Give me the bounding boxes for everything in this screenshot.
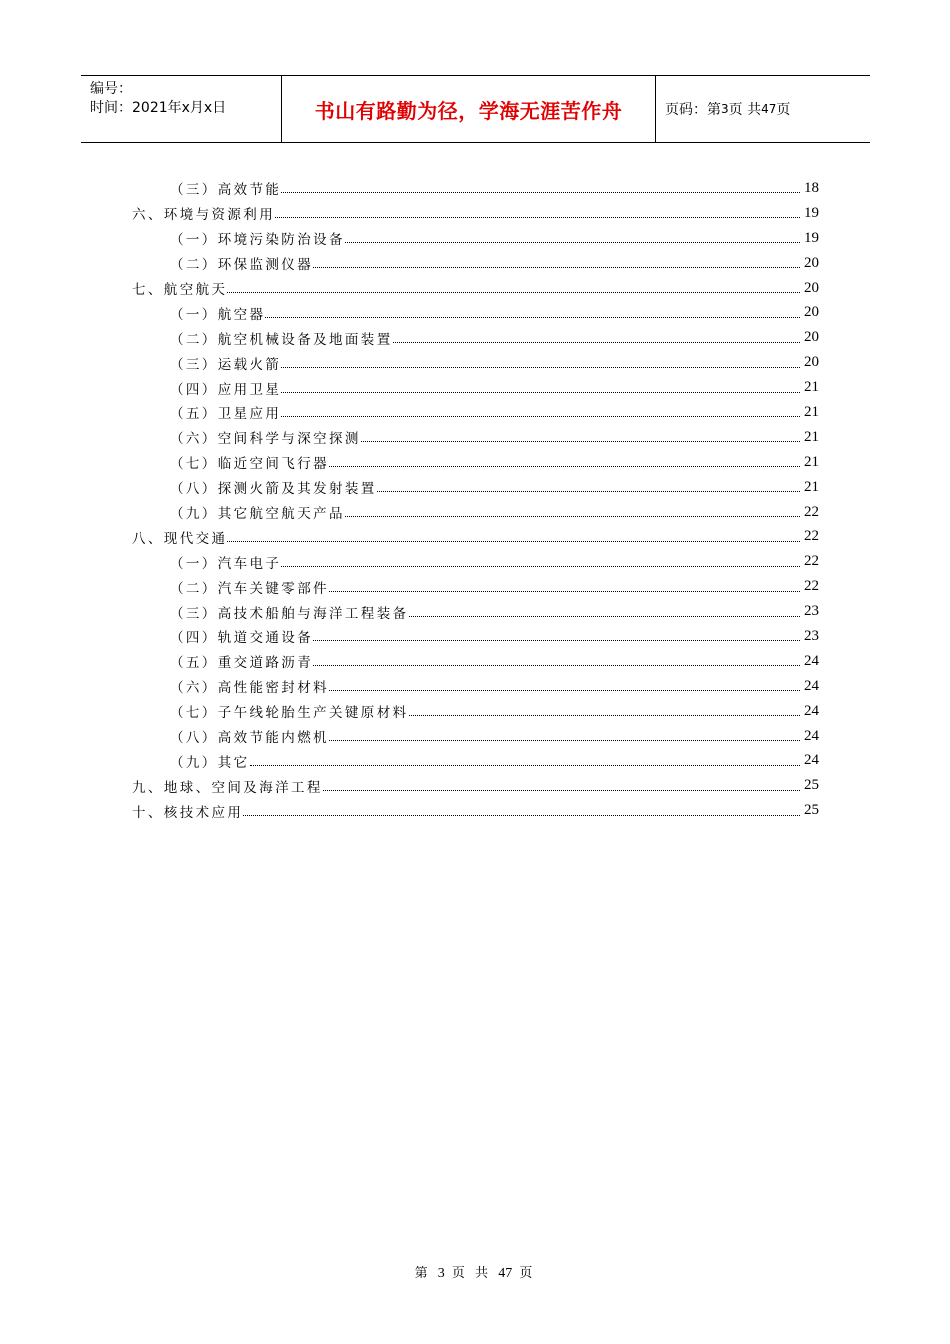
toc-entry-page: 22 <box>804 503 819 520</box>
toc-entry-title: （三）高效节能 <box>170 182 282 199</box>
toc-dot-leader <box>329 578 800 592</box>
header-page-cell <box>656 76 870 142</box>
toc-entry-title: 八、现代交通 <box>132 530 228 547</box>
toc-entry-page: 21 <box>804 478 819 495</box>
toc-entry-page: 24 <box>804 752 819 769</box>
footer-mid: 页 共 <box>451 1266 492 1281</box>
toc-entry[interactable] <box>132 624 819 649</box>
time-value: 2021年x月x日 <box>132 100 227 116</box>
toc-entry-title: （九）其它航空航天产品 <box>170 506 345 523</box>
toc-entry-title: （五）重交道路沥青 <box>170 655 314 672</box>
toc-entry-page: 20 <box>804 279 819 296</box>
toc-dot-leader <box>281 379 800 393</box>
toc-entry-page: 21 <box>804 379 819 396</box>
toc-entry-page: 24 <box>804 652 819 669</box>
toc-entry-page: 21 <box>804 428 819 445</box>
toc-dot-leader <box>329 727 800 741</box>
toc-entry[interactable] <box>132 599 819 624</box>
toc-entry-page: 21 <box>804 453 819 470</box>
toc-entry-title: 六、环境与资源利用 <box>132 207 276 224</box>
toc-entry-title: （二）环保监测仪器 <box>170 257 314 274</box>
doc-number-label: 编号： <box>90 81 132 97</box>
toc-entry-page: 22 <box>804 528 819 545</box>
toc-entry[interactable] <box>132 649 819 674</box>
toc-entry[interactable] <box>132 276 819 301</box>
toc-entry[interactable] <box>132 748 819 773</box>
toc-dot-leader <box>329 453 800 467</box>
page-footer <box>0 1262 950 1282</box>
header-motto: 书山有路勤为径，学海无涯苦作舟 <box>314 98 623 123</box>
toc-entry[interactable] <box>132 176 819 201</box>
toc-entry-page: 22 <box>804 578 819 595</box>
footer-total-pages: 47 <box>498 1266 513 1281</box>
toc-entry-page: 25 <box>804 777 819 794</box>
toc-dot-leader <box>281 553 800 567</box>
toc-entry[interactable] <box>132 674 819 699</box>
toc-entry-page: 18 <box>804 179 819 196</box>
toc-entry-title: （五）卫星应用 <box>170 406 282 423</box>
toc-entry-title: （二）航空机械设备及地面装置 <box>170 331 393 348</box>
toc-dot-leader <box>329 677 800 691</box>
footer-current-page: 3 <box>437 1266 445 1281</box>
toc-entry[interactable] <box>132 724 819 749</box>
toc-entry-title: （七）临近空间飞行器 <box>170 456 329 473</box>
toc-dot-leader <box>377 478 800 492</box>
toc-dot-leader <box>313 254 800 268</box>
toc-dot-leader <box>265 304 800 318</box>
toc-entry[interactable] <box>132 450 819 475</box>
toc-entry-title: 十、核技术应用 <box>132 804 244 821</box>
toc-entry-page: 21 <box>804 403 819 420</box>
toc-entry-page: 23 <box>804 603 819 620</box>
toc-dot-leader <box>345 503 800 517</box>
toc-entry-title: （八）高效节能内燃机 <box>170 730 329 747</box>
toc-entry[interactable] <box>132 300 819 325</box>
toc-dot-leader <box>281 403 800 417</box>
toc-dot-leader <box>409 603 801 617</box>
footer-prefix: 第 <box>414 1266 431 1281</box>
toc-entry[interactable] <box>132 524 819 549</box>
toc-entry[interactable] <box>132 226 819 251</box>
page-label-mid: 页 共 <box>728 102 762 118</box>
toc-dot-leader <box>227 279 800 293</box>
toc-entry[interactable] <box>132 350 819 375</box>
toc-entry-page: 20 <box>804 304 819 321</box>
page-total: 47 <box>761 102 777 116</box>
toc-dot-leader <box>345 229 800 243</box>
toc-entry-title: （三）高技术船舶与海洋工程装备 <box>170 605 409 622</box>
toc-entry-page: 20 <box>804 354 819 371</box>
header-motto-cell <box>282 76 656 142</box>
toc-entry[interactable] <box>132 500 819 525</box>
toc-entry-page: 24 <box>804 677 819 694</box>
toc-entry[interactable] <box>132 425 819 450</box>
header-meta-cell <box>81 76 282 142</box>
toc-entry-page: 23 <box>804 627 819 644</box>
toc-entry-title: （一）航空器 <box>170 306 266 323</box>
toc-entry-title: （四）轨道交通设备 <box>170 630 314 647</box>
toc-entry-title: （九）其它 <box>170 754 250 771</box>
toc-entry-title: （六）高性能密封材料 <box>170 680 329 697</box>
toc-dot-leader <box>409 702 801 716</box>
page-label-prefix: 页码：第 <box>665 102 721 118</box>
toc-entry-page: 20 <box>804 329 819 346</box>
toc-dot-leader <box>275 204 800 218</box>
page-label-suffix: 页 <box>776 102 791 118</box>
toc-entry-title: （四）应用卫星 <box>170 381 282 398</box>
time-label: 时间： <box>90 100 132 116</box>
toc-entry[interactable] <box>132 699 819 724</box>
toc-entry-title: 七、航空航天 <box>132 282 228 298</box>
toc-entry-title: 九、地球、空间及海洋工程 <box>132 779 323 796</box>
toc-entry-title: （一）环境污染防治设备 <box>170 232 345 249</box>
toc-entry-title: （六）空间科学与深空探测 <box>170 431 361 448</box>
toc-entry-title: （三）运载火箭 <box>170 356 282 373</box>
toc-entry[interactable] <box>132 475 819 500</box>
toc-entry-page: 24 <box>804 702 819 719</box>
footer-suffix: 页 <box>519 1266 536 1281</box>
table-of-contents <box>132 176 819 823</box>
toc-dot-leader <box>250 752 801 766</box>
toc-entry-page: 24 <box>804 727 819 744</box>
toc-entry[interactable] <box>132 251 819 276</box>
toc-dot-leader <box>393 329 800 343</box>
toc-entry[interactable] <box>132 798 819 823</box>
toc-dot-leader <box>361 428 800 442</box>
toc-entry[interactable] <box>132 400 819 425</box>
toc-dot-leader <box>313 652 800 666</box>
toc-dot-leader <box>323 777 800 791</box>
doc-time <box>90 99 281 118</box>
toc-entry-title: （八）探测火箭及其发射装置 <box>170 481 377 498</box>
toc-entry-title: （二）汽车关键零部件 <box>170 580 329 597</box>
toc-dot-leader <box>281 354 800 368</box>
toc-entry-page: 19 <box>804 204 819 221</box>
toc-entry-page: 25 <box>804 802 819 819</box>
toc-entry-title: （一）汽车电子 <box>170 555 282 572</box>
toc-entry-page: 20 <box>804 254 819 271</box>
toc-dot-leader <box>227 528 800 542</box>
toc-entry[interactable] <box>132 574 819 599</box>
toc-entry-page: 19 <box>804 229 819 246</box>
toc-entry[interactable] <box>132 325 819 350</box>
page-current: 3 <box>721 102 729 116</box>
toc-entry-page: 22 <box>804 553 819 570</box>
toc-entry[interactable] <box>132 201 819 226</box>
toc-entry[interactable] <box>132 375 819 400</box>
toc-entry[interactable] <box>132 773 819 798</box>
toc-entry[interactable] <box>132 549 819 574</box>
toc-dot-leader <box>281 179 800 193</box>
page-header <box>81 75 870 143</box>
toc-entry-title: （七）子午线轮胎生产关键原材料 <box>170 705 409 722</box>
toc-dot-leader <box>243 802 800 816</box>
toc-dot-leader <box>313 627 800 641</box>
